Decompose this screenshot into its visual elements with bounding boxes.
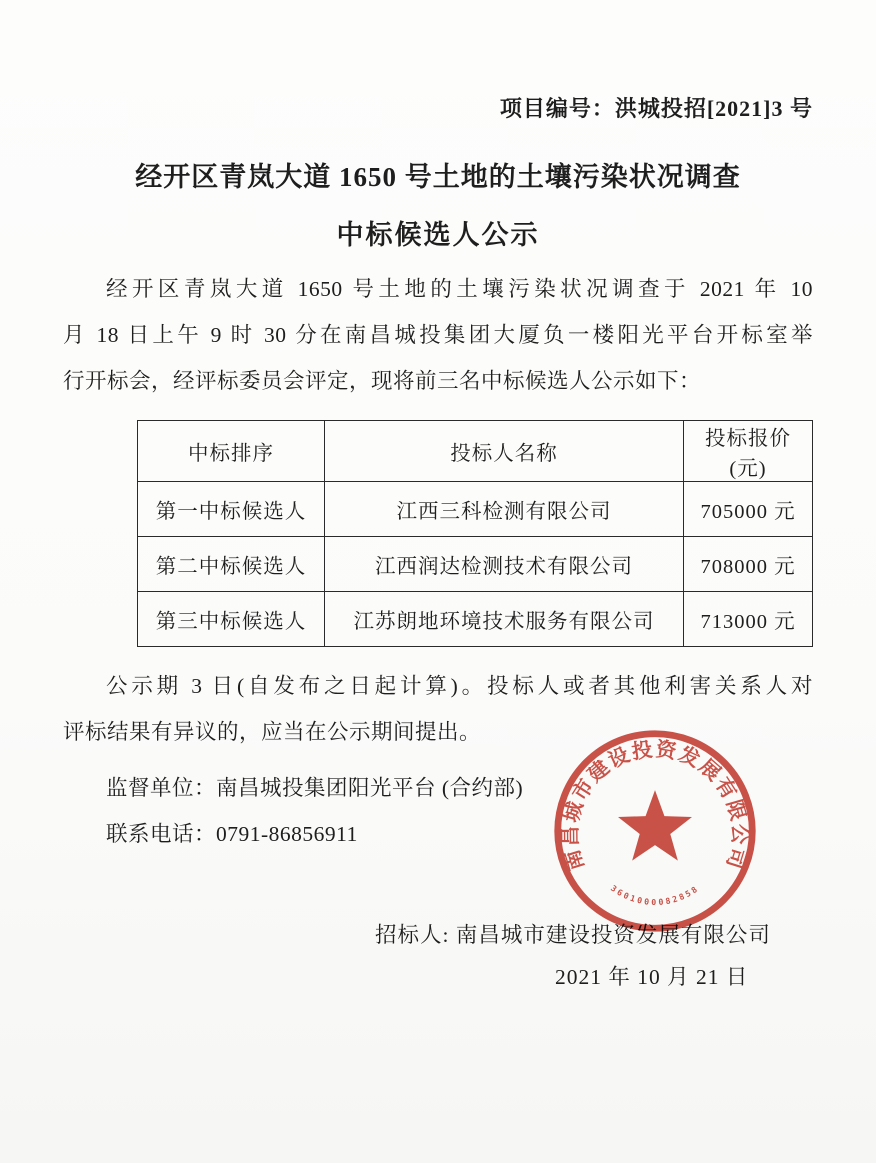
cell-bid-price: 713000 元 [684, 591, 813, 646]
document-title: 经开区青岚大道 1650 号土地的土壤污染状况调查 [135, 162, 741, 192]
header-bidder-name: 投标人名称 [325, 420, 684, 481]
cell-bid-price: 708000 元 [684, 536, 813, 591]
intro-paragraph [63, 266, 813, 404]
stamp-company-text: 南昌城市建设投资发展有限公司 [560, 738, 750, 873]
header-rank: 中标排序 [138, 420, 325, 481]
notice-paragraph [63, 663, 813, 755]
supervisor-unit-line: 监督单位：南昌城投集团阳光平台 (合约部) [106, 775, 524, 800]
notice-line-2: 评标结果有异议的，应当在公示期间提出。 [63, 719, 482, 744]
intro-line-2: 月 18 日上午 9 时 30 分在南昌城投集团大厦负一楼阳光平台开标室举 [63, 322, 813, 347]
header-bid-price: 投标报价(元) [684, 420, 813, 481]
cell-bidder-name: 江西三科检测有限公司 [325, 481, 684, 536]
cell-rank: 第三中标候选人 [138, 591, 325, 646]
table-row [138, 591, 813, 646]
table-header-row [138, 420, 813, 481]
stamp-serial-number: 3601000082858 [608, 882, 702, 907]
cell-bid-price: 705000 元 [684, 481, 813, 536]
cell-bidder-name: 江苏朗地环境技术服务有限公司 [325, 591, 684, 646]
document-content [63, 0, 813, 999]
contact-phone-line: 联系电话：0791-86856911 [106, 821, 358, 846]
signature-block [63, 915, 813, 999]
bid-candidates-table [137, 420, 813, 647]
cell-rank: 第一中标候选人 [138, 481, 325, 536]
intro-line-1: 经开区青岚大道 1650 号土地的土壤污染状况调查于 2021 年 10 [106, 276, 813, 301]
document-subtitle: 中标候选人公示 [336, 219, 540, 250]
bidder-line: 招标人: 南昌城市建设投资发展有限公司 [375, 922, 771, 947]
cell-bidder-name: 江西润达检测技术有限公司 [325, 536, 684, 591]
date-line: 2021 年 10 月 21 日 [555, 964, 749, 989]
notice-line-1: 公示期 3 日(自发布之日起计算)。投标人或者其他利害关系人对 [106, 673, 813, 698]
table-row [138, 536, 813, 591]
intro-line-3: 行开标会，经评标委员会评定，现将前三名中标候选人公示如下： [63, 368, 702, 393]
cell-rank: 第二中标候选人 [138, 536, 325, 591]
table-row [138, 481, 813, 536]
project-number: 项目编号：洪城投招[2021]3 号 [499, 96, 813, 121]
